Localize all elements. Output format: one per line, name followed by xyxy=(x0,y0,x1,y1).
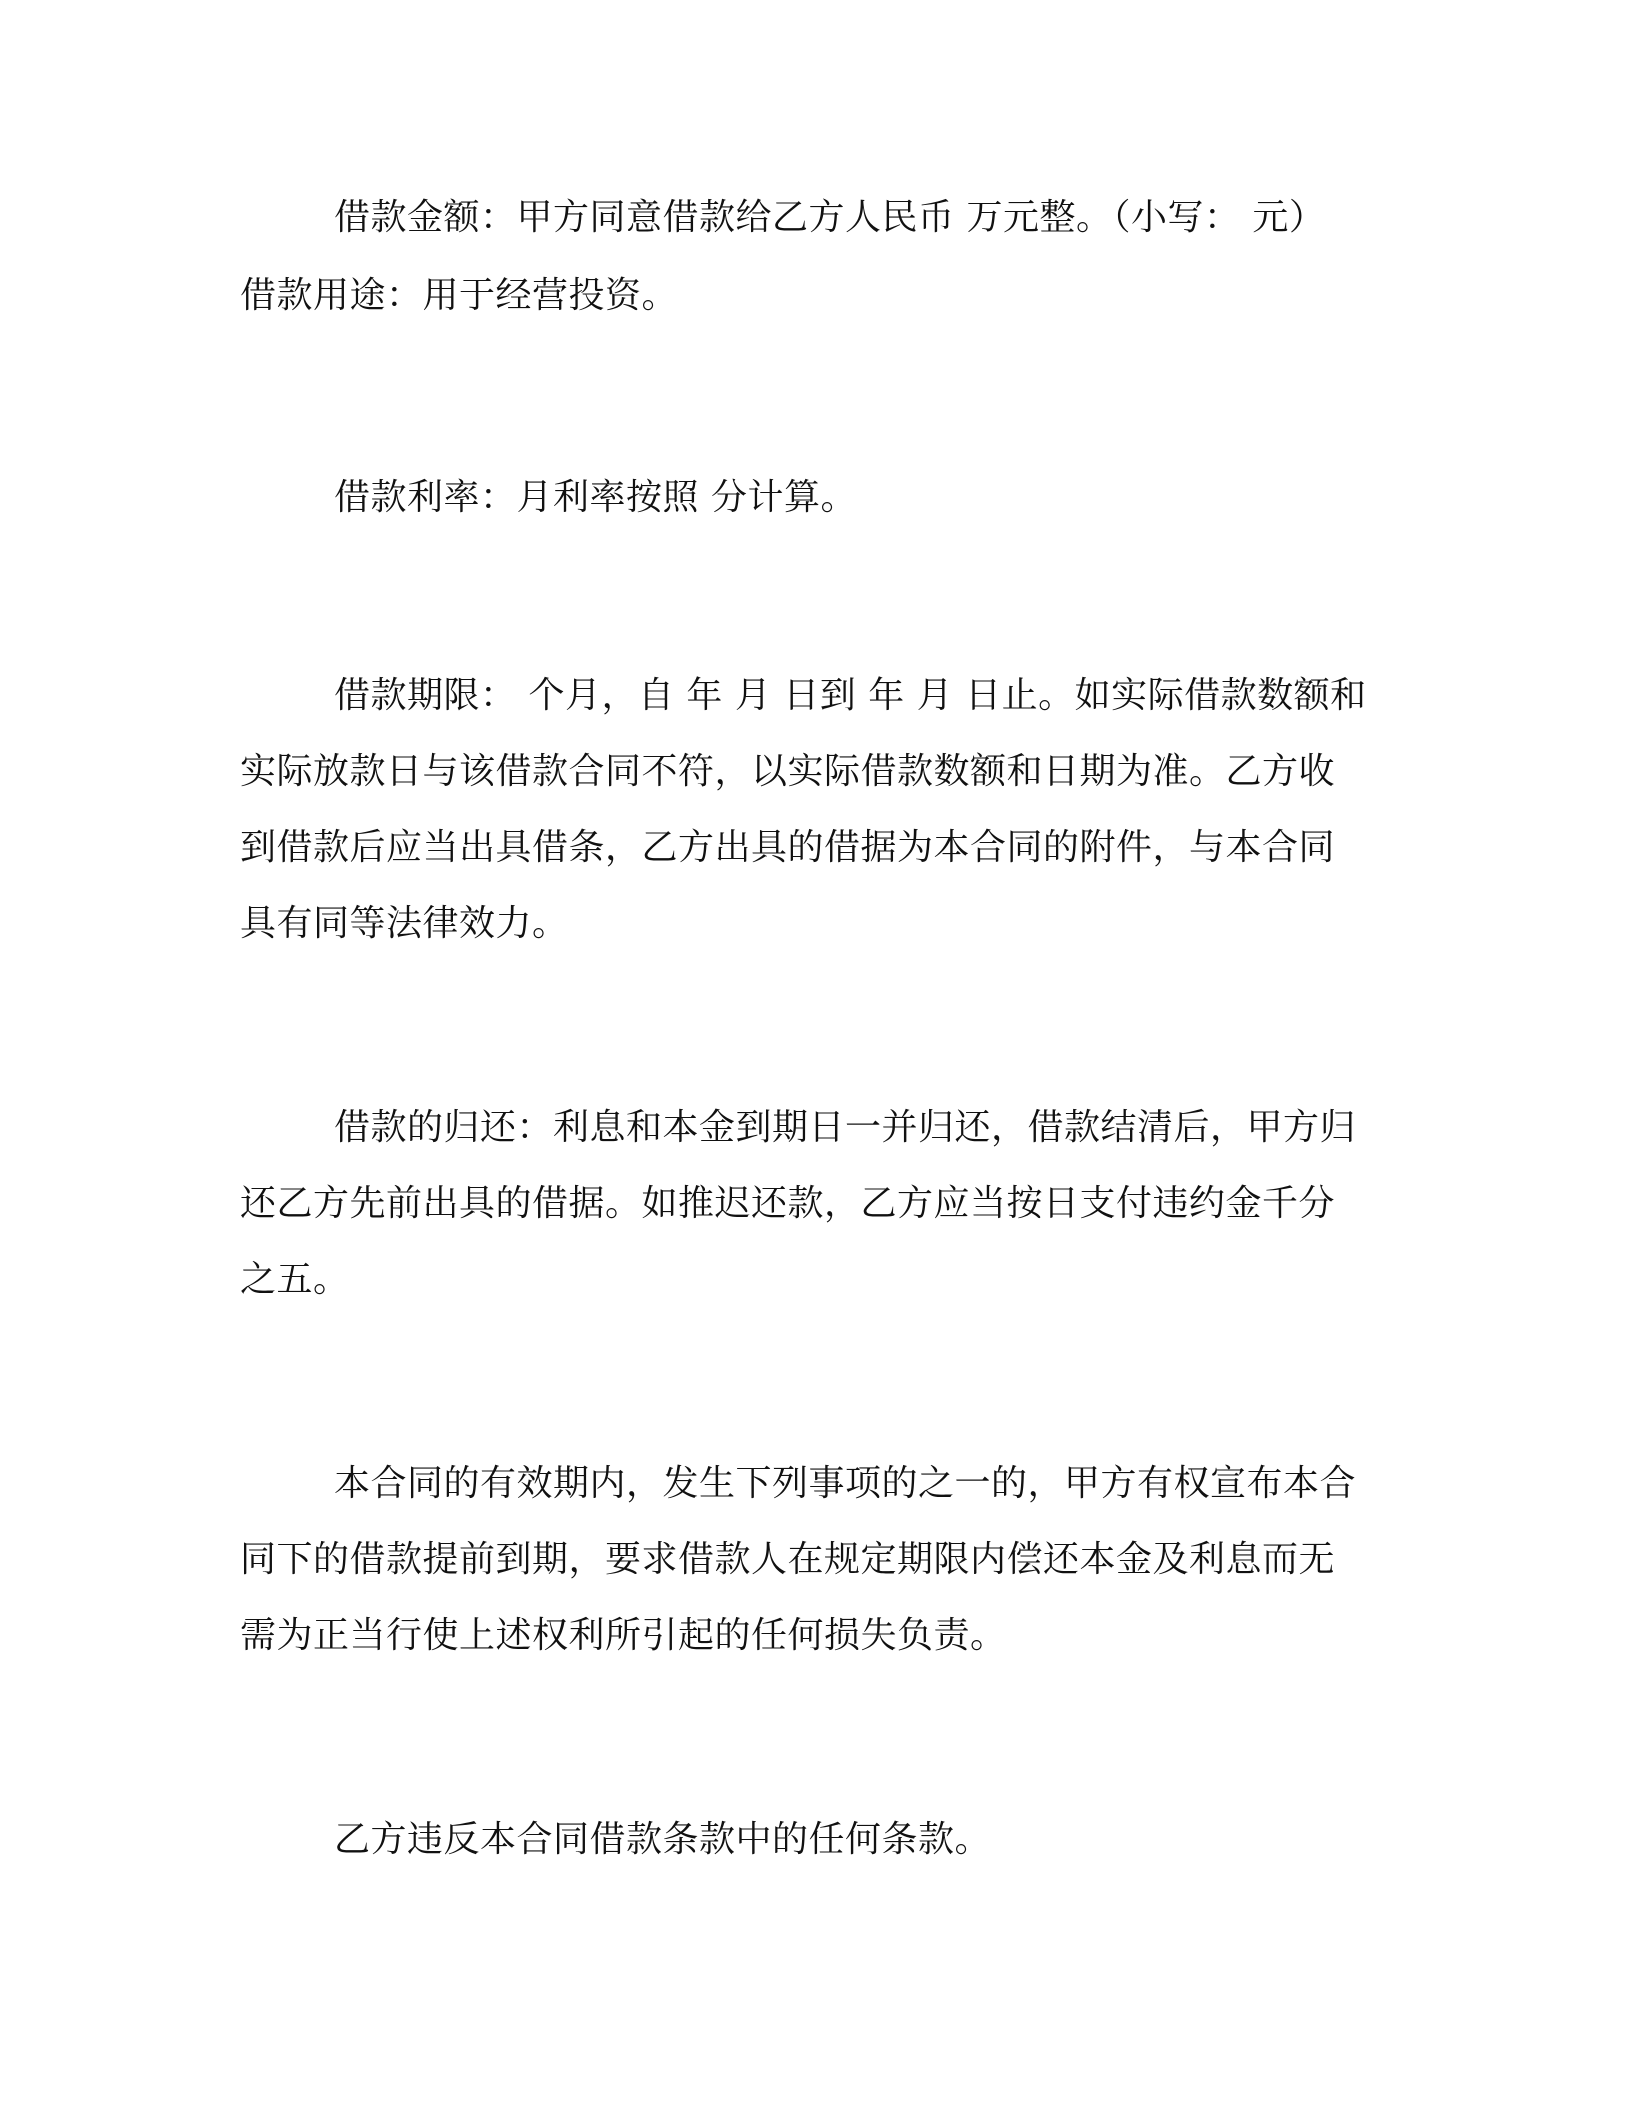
breach-clause-line: 乙方违反本合同借款条款中的任何条款。 xyxy=(334,1819,992,1860)
loan-term-line-1: 借款期限： 个月，自 年 月 日到 年 月 日止。如实际借款数额和 xyxy=(334,675,1367,716)
loan-interest-rate-line: 借款利率：月利率按照 分计算。 xyxy=(334,477,857,518)
loan-repayment-line-3: 之五。 xyxy=(240,1259,350,1300)
loan-term-line-4: 具有同等法律效力。 xyxy=(240,903,569,944)
loan-repayment-line-1: 借款的归还：利息和本金到期日一并归还，借款结清后，甲方归 xyxy=(334,1107,1357,1148)
loan-term-line-3: 到借款后应当出具借条，乙方出具的借据为本合同的附件，与本合同 xyxy=(240,827,1336,868)
acceleration-clause-line-2: 同下的借款提前到期，要求借款人在规定期限内偿还本金及利息而无 xyxy=(240,1539,1336,1580)
loan-repayment-line-2: 还乙方先前出具的借据。如推迟还款，乙方应当按日支付违约金千分 xyxy=(240,1183,1336,1224)
loan-term-line-2: 实际放款日与该借款合同不符，以实际借款数额和日期为准。乙方收 xyxy=(240,751,1336,792)
loan-purpose-line: 借款用途：用于经营投资。 xyxy=(240,275,679,316)
acceleration-clause-line-1: 本合同的有效期内，发生下列事项的之一的，甲方有权宣布本合 xyxy=(334,1463,1357,1504)
acceleration-clause-line-3: 需为正当行使上述权利所引起的任何损失负责。 xyxy=(240,1615,1007,1656)
loan-amount-line: 借款金额：甲方同意借款给乙方人民币 万元整。（小写： 元） xyxy=(334,197,1326,238)
